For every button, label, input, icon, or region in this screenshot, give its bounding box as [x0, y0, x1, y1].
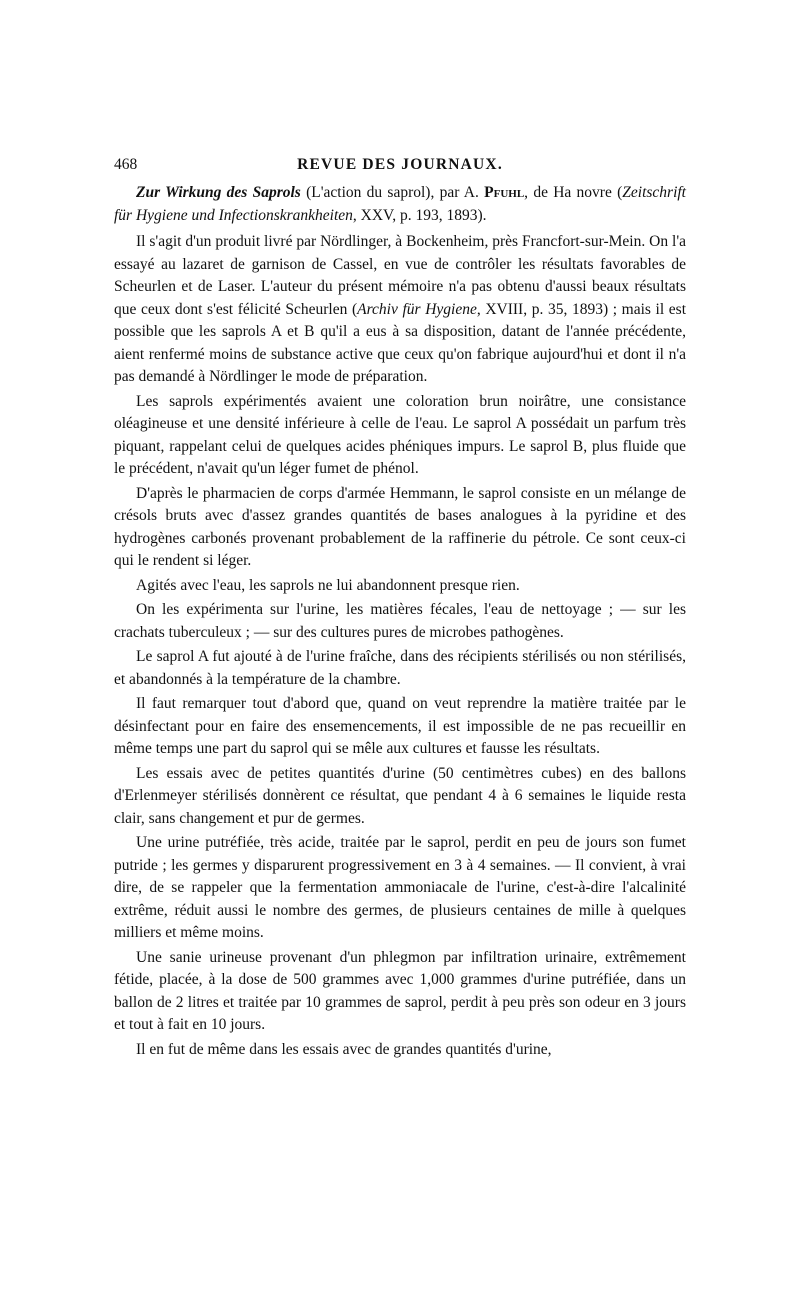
paragraph-7: Il faut remarquer tout d'abord que, quand on veut reprendre la matière traitée par le désinfectant pour en faire des ensemencements, il est impossible de ne pas recueillir en même temps une part du saprol qui se mêle aux cultures et fausse les résultats. — [114, 695, 686, 757]
running-head — [114, 152, 686, 178]
paragraph-1-text-a: Il s'agit d'un produit livré par Nördlinger, à Bockenheim, près Francfort-sur-Mein. On l'a essayé au lazaret de garnison de Cassel, en vue de contrôler les résultats favorables de Scheurlen et de Laser. L'auteur du présent mémoire n'a pas obtenu d'aussi beaux résultats que ceux dont s'est félicité Scheurlen ( — [114, 233, 686, 318]
paragraph-1-journal-ref: Archiv für Hygiene — [357, 300, 477, 318]
article-reference — [114, 182, 686, 227]
paragraph-6: Le saprol A fut ajouté à de l'urine fraîche, dans des récipients stérilisés ou non stérilisés, et abandonnés à la température de la chambre. — [114, 648, 686, 688]
article-citation: , XXV, p. 193, 1893). — [352, 206, 487, 224]
journal-title: REVUE DES JOURNAUX. — [297, 156, 503, 173]
paragraph-3: D'après le pharmacien de corps d'armée Hemmann, le saprol consiste en un mélange de crésols bruts avec d'assez grandes quantités de bases analogues à la pyridine et des hydrogènes carbonés provenant probablement de la raffinerie du pétrole. Ce sont ceux-ci qui le rendent si léger. — [114, 484, 686, 569]
paragraph-10: Une sanie urineuse provenant d'un phlegmon par infiltration urinaire, extrêmement fétide, placée, à la dose de 500 grammes avec 1,000 grammes d'urine putréfiée, dans un ballon de 2 litres et traitée par 10 grammes de saprol, perdit à peu près son odeur en 3 jours et tout à fait en 10 jours. — [114, 948, 686, 1033]
page-number: 468 — [114, 156, 138, 173]
journal-page — [114, 152, 686, 1061]
paragraph-5: On les expérimenta sur l'urine, les matières fécales, l'eau de nettoyage ; — sur les crachats tuberculeux ; — sur des cultures pures de microbes pathogènes. — [114, 601, 686, 641]
paragraph-1-text-b: , XVIII, p. 35, 1893) ; mais il est possible que les saprols A et B qu'il a eus à sa disposition, datant de l'année précédente, aient renfermé moins de substance active que ceux qu'on fabrique aujourd'hui et dont il n'a pas demandé à Nördlinger le mode de préparation. — [114, 300, 686, 385]
paragraph-4: Agités avec l'eau, les saprols ne lui abandonnent presque rien. — [136, 576, 520, 594]
article-author: Pfuhl — [484, 184, 525, 201]
article-body — [114, 182, 686, 1061]
paragraph-8: Les essais avec de petites quantités d'urine (50 centimètres cubes) en des ballons d'Erlenmeyer stérilisés donnèrent ce résultat, que pendant 4 à 6 semaines le liquide resta clair, sans changement et pur de germes. — [114, 764, 686, 827]
article-journal: Zeitschrift für Hygiene und Infectionskrankheiten — [114, 184, 686, 224]
paragraph-9: Une urine putréfiée, très acide, traitée par le saprol, perdit en peu de jours son fumet putride ; les germes y disparurent progressivement en 3 à 4 semaines. — Il convient, à vrai dire, de se rappeler que la fermentation ammoniacale de l'urine, c'est-à-dire l'alcalinité extrême, réduit aussi le nombre des germes, de plusieurs centaines de mille à quelques milliers et même moins. — [114, 834, 686, 941]
paragraph-11: Il en fut de même dans les essais avec de grandes quantités d'urine, — [136, 1040, 552, 1058]
paragraph-2: Les saprols expérimentés avaient une coloration brun noirâtre, une consistance oléagineuse et une densité inférieure à celle de l'eau. Le saprol A possédait un parfum très piquant, rappelant celui de quelques acides phéniques impurs. Le saprol B, plus fluide que le précédent, n'avait qu'un léger fumet de phénol. — [114, 392, 686, 477]
article-title-translation: (L'action du saprol), par A. — [300, 184, 485, 201]
paragraph-1 — [114, 231, 686, 389]
article-place: , de Ha novre ( — [524, 184, 623, 201]
article-title: Zur Wirkung des Saprols — [136, 184, 301, 201]
